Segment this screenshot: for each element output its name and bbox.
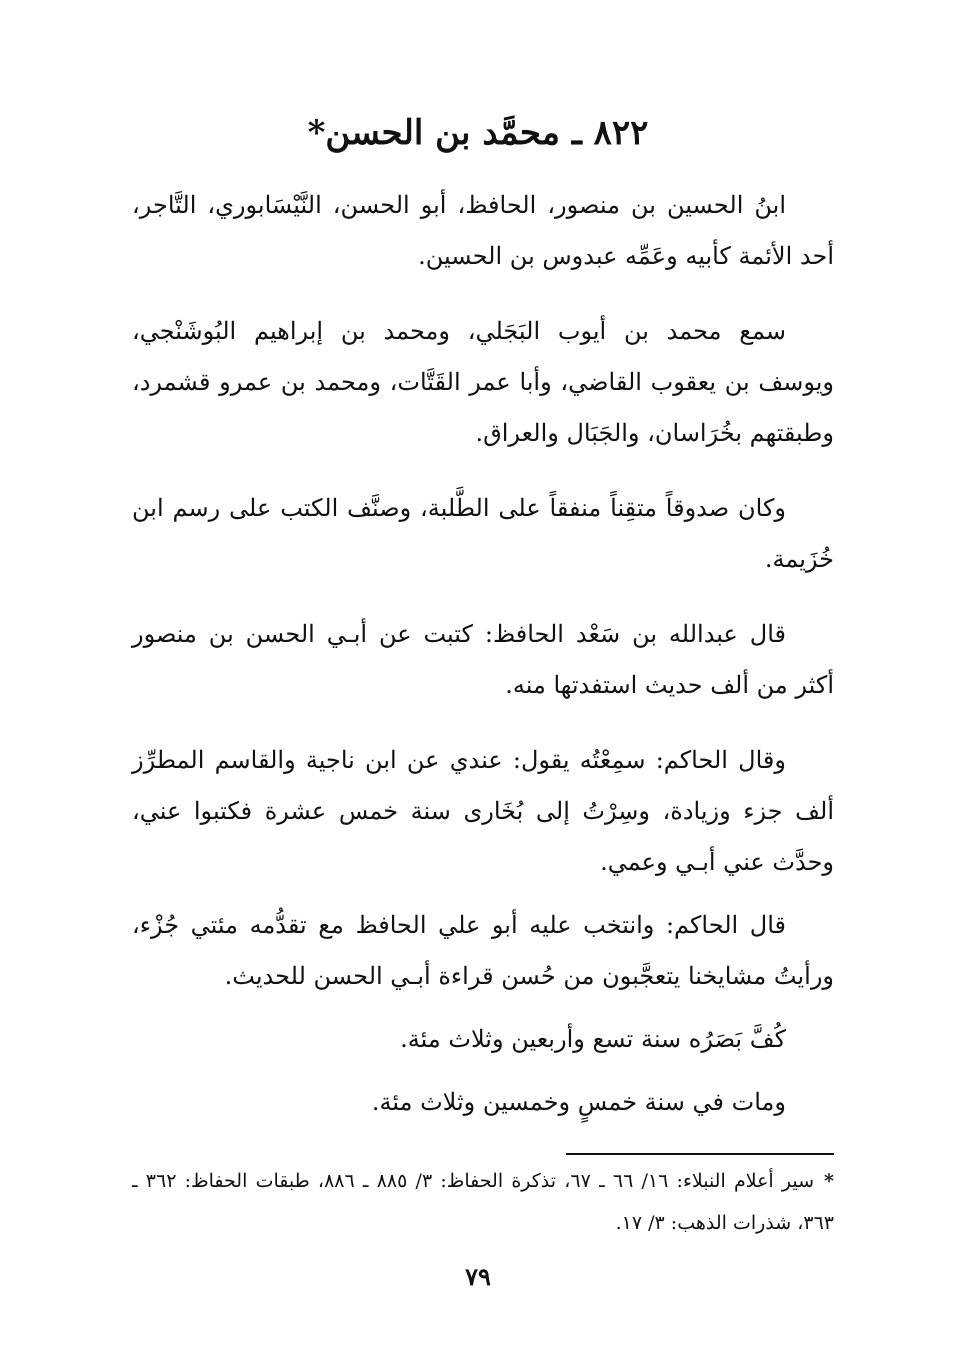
footnote-marker: * xyxy=(824,1170,834,1192)
paragraph-blindness: كُفَّ بَصَرُه سنة تسع وأربعين وثلاث مئة. xyxy=(400,1025,786,1053)
footnote xyxy=(132,1160,834,1244)
footnote-divider xyxy=(566,1153,834,1155)
footnote-text: سير أعلام النبلاء: ١٦/ ٦٦ ـ ٦٧، تذكرة الحفاظ: ٣/ ٨٨٥ ـ ٨٨٦، طبقات الحفاظ: ٣٦٢ ـ ٣٦٣، شذرات الذهب: ٣/ ١٧. xyxy=(132,1170,834,1234)
paragraph-teachers: سمع محمد بن أيوب البَجَلي، ومحمد بن إبراهيم البُوشَنْجي، ويوسف بن يعقوب القاضي، وأبا عمر القَتَّات، ومحمد بن عمرو قشمرد، وطبقتهم بخُرَاسان، والجَبَال والعراق. xyxy=(132,317,834,447)
entry-title: ٨٢٢ ـ محمَّد بن الحسن* xyxy=(307,113,649,153)
paragraph-character: وكان صدوقاً متقِناً منفقاً على الطَّلبة، وصنَّف الكتب على رسم ابن خُزَيمة. xyxy=(132,494,834,573)
paragraph-abdullah-quote: قال عبدالله بن سَعْد الحافظ: كتبت عن أبـي الحسن بن منصور أكثر من ألف حديث استفدتها منه. xyxy=(132,620,834,699)
body-text xyxy=(132,180,834,1152)
paragraph-hakim-quote: وقال الحاكم: سمِعْتُه يقول: عندي عن ابن ناجية والقاسم المطرِّز ألف جزء وزيادة، وسِرْتُ إلى بُخَارى سنة خمس عشرة فكتبوا عني، وحدَّث عني أبـي وعمي. xyxy=(132,746,834,876)
paragraph-lineage: ابنُ الحسين بن منصور، الحافظ، أبو الحسن، النَّيْسَابوري، التَّاجر، أحد الأئمة كأبيه وعَمِّه عبدوس بن الحسين. xyxy=(132,191,834,270)
page-number: ٧٩ xyxy=(465,1262,491,1291)
paragraph-hakim-selection: قال الحاكم: وانتخب عليه أبو علي الحافظ مع تقدُّمه مئتي جُزْء، ورأيتُ مشايخنا يتعجَّبون من حُسن قراءة أبـي الحسن للحديث. xyxy=(132,911,834,990)
paragraph-death: ومات في سنة خمسٍ وخمسين وثلاث مئة. xyxy=(371,1088,786,1116)
